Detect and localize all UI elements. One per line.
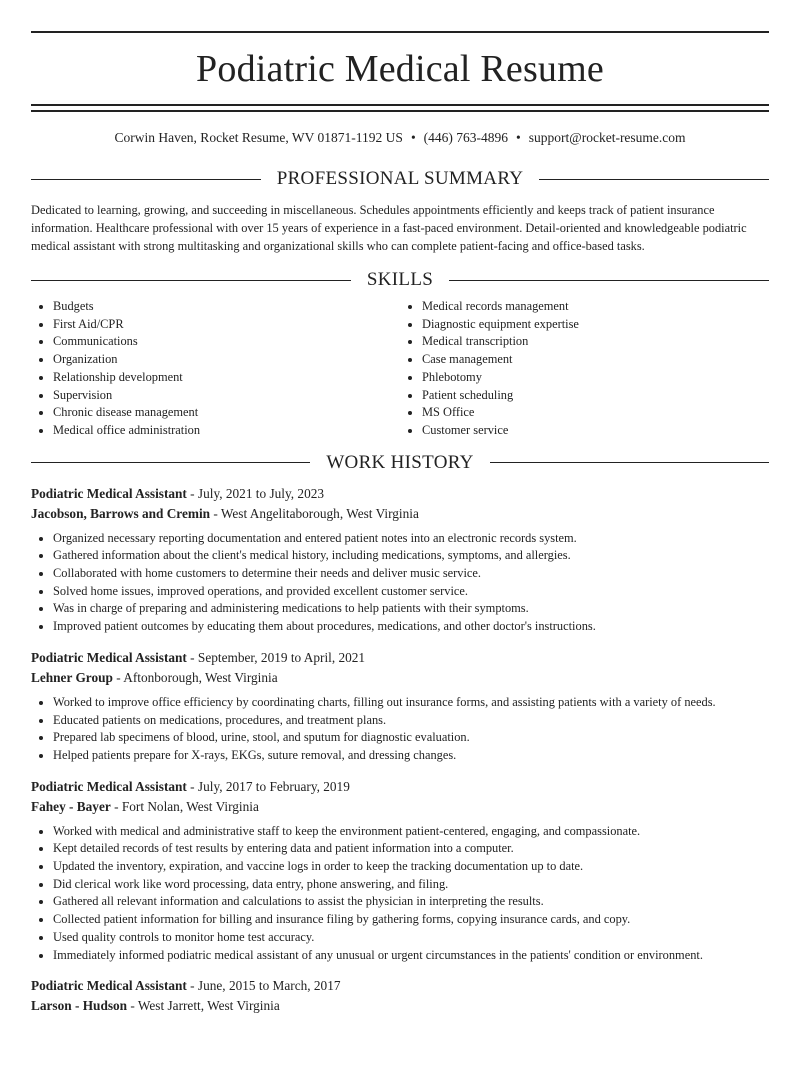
job-bullet: • Helped patients prepare for X-rays, EKGs, suture removal, and dressing changes. [53, 747, 769, 765]
skill-item: • Case management [422, 351, 769, 369]
job-company-line [31, 504, 769, 524]
job-bullet: • Collected patient information for billing and insurance filing by gathering forms, copying insurance cards, and copy. [53, 911, 769, 929]
skills-heading: SKILLS [366, 269, 434, 290]
job-bullet: • Did clerical work like word processing, data entry, phone answering, and filing. [53, 876, 769, 894]
job-bullets [31, 823, 769, 965]
job-title: Podiatric Medical Assistant [31, 649, 187, 665]
work-heading: WORK HISTORY [326, 451, 474, 473]
skill-item: • Customer service [422, 422, 769, 440]
contact-address: Corwin Haven, Rocket Resume, WV 01871-1192 US [114, 130, 403, 145]
job-bullet: • Used quality controls to monitor home test accuracy. [53, 929, 769, 947]
summary-heading: PROFESSIONAL SUMMARY [276, 168, 524, 189]
contact-email: support@rocket-resume.com [528, 130, 686, 145]
job-location: - Aftonborough, West Virginia [112, 669, 278, 685]
job-company-line [31, 797, 769, 817]
skill-item: • MS Office [422, 404, 769, 422]
contact-separator: • [516, 130, 521, 145]
job-entry [31, 976, 769, 1016]
skills-list [31, 298, 769, 440]
job-company: Lehner Group [31, 669, 113, 685]
job-bullet: • Gathered information about the client's medical history, including medications, symptoms, and allergies. [53, 547, 769, 565]
skill-item: • Patient scheduling [422, 387, 769, 405]
job-dates: - July, 2021 to July, 2023 [186, 485, 325, 501]
job-title-line [31, 976, 769, 996]
job-bullet: • Collaborated with home customers to determine their needs and deliver music service. [53, 565, 769, 583]
job-title-line [31, 484, 769, 504]
skills-section-header [31, 268, 769, 292]
job-company: Larson - Hudson [31, 998, 128, 1014]
job-title: Podiatric Medical Assistant [31, 778, 187, 794]
resume-page [0, 31, 800, 1016]
job-bullets [31, 694, 769, 765]
skill-item: • Phlebotomy [422, 369, 769, 387]
summary-text: Dedicated to learning, growing, and succeeding in miscellaneous. Schedules appointments efficiently and keeps track of patient insurance information. Healthcare professional with over 15 years of experience in a fast-paced environment. Detail-oriented and knowledgeable podiatric medical assistant with strong multitasking and organizational skills who can complete patient-facing and office-based tasks. [31, 203, 747, 253]
job-bullet: • Prepared lab specimens of blood, urine, stool, and sputum for diagnostic evaluation. [53, 729, 769, 747]
job-entry [31, 484, 769, 636]
job-dates: - July, 2017 to February, 2019 [186, 778, 350, 794]
job-bullets [31, 530, 769, 636]
skill-item: • Chronic disease management [53, 404, 400, 422]
top-rule [31, 31, 769, 33]
job-bullet: • Educated patients on medications, procedures, and treatment plans. [53, 712, 769, 730]
skill-item: • Supervision [53, 387, 400, 405]
section-divider [31, 179, 261, 180]
job-bullet: • Solved home issues, improved operations, and provided excellent customer service. [53, 583, 769, 601]
skill-item: • Medical records management [422, 298, 769, 316]
skill-item: • Medical office administration [53, 422, 400, 440]
job-bullet: • Was in charge of preparing and administering medications to help patients with their symptoms. [53, 600, 769, 618]
job-company-line [31, 996, 769, 1016]
skill-item: • Organization [53, 351, 400, 369]
skill-item: • Budgets [53, 298, 400, 316]
skill-item: • Communications [53, 333, 400, 351]
work-history-list [31, 484, 769, 1017]
skill-item: • First Aid/CPR [53, 316, 400, 334]
job-location: - Fort Nolan, West Virginia [110, 798, 259, 814]
skill-item: • Diagnostic equipment expertise [422, 316, 769, 334]
job-title-line [31, 777, 769, 797]
job-location: - West Angelitaborough, West Virginia [210, 505, 419, 521]
job-bullet: • Worked with medical and administrative staff to keep the environment patient-centered, engaging, and compassionate. [53, 823, 769, 841]
job-title: Podiatric Medical Assistant [31, 978, 187, 994]
job-dates: - June, 2015 to March, 2017 [186, 978, 341, 994]
skills-column-left [31, 298, 400, 440]
skill-item: • Medical transcription [422, 333, 769, 351]
page-title: Podiatric Medical Resume [196, 48, 604, 90]
work-section-header [31, 451, 769, 475]
skill-item: • Relationship development [53, 369, 400, 387]
job-title-line [31, 648, 769, 668]
job-bullet: • Immediately informed podiatric medical assistant of any unusual or urgent circumstances in the patients' condition or environment. [53, 947, 769, 965]
skills-column-right [400, 298, 769, 440]
job-bullet: • Updated the inventory, expiration, and vaccine logs in order to keep the tracking documentation up to date. [53, 858, 769, 876]
job-dates: - September, 2019 to April, 2021 [186, 649, 366, 665]
job-company: Jacobson, Barrows and Cremin [31, 505, 211, 521]
title-double-rule [31, 104, 769, 112]
contact-line [31, 129, 769, 147]
contact-separator: • [410, 130, 416, 145]
section-divider [490, 462, 769, 463]
summary-section-header [31, 167, 769, 191]
job-bullet: • Improved patient outcomes by educating them about procedures, medications, and other doctor's instructions. [53, 618, 769, 636]
section-divider [31, 462, 310, 463]
job-company: Fahey - Bayer [31, 798, 111, 814]
section-divider [31, 280, 351, 281]
job-bullet: • Gathered all relevant information and calculations to assist the physician in interpreting the results. [53, 893, 769, 911]
section-divider [539, 179, 769, 180]
job-location: - West Jarrett, West Virginia [127, 998, 280, 1014]
job-bullet: • Organized necessary reporting documentation and entered patient notes into an electronic records system. [53, 530, 769, 548]
job-bullet: • Worked to improve office efficiency by coordinating charts, filling out insurance forms, and assisting patients with a variety of needs. [53, 694, 769, 712]
job-title: Podiatric Medical Assistant [31, 485, 187, 501]
job-company-line [31, 668, 769, 688]
job-entry [31, 648, 769, 765]
contact-phone: (446) 763-4896 [423, 130, 509, 145]
job-bullet: • Kept detailed records of test results by entering data and patient information into a computer. [53, 840, 769, 858]
section-divider [449, 280, 769, 281]
job-entry [31, 777, 769, 965]
